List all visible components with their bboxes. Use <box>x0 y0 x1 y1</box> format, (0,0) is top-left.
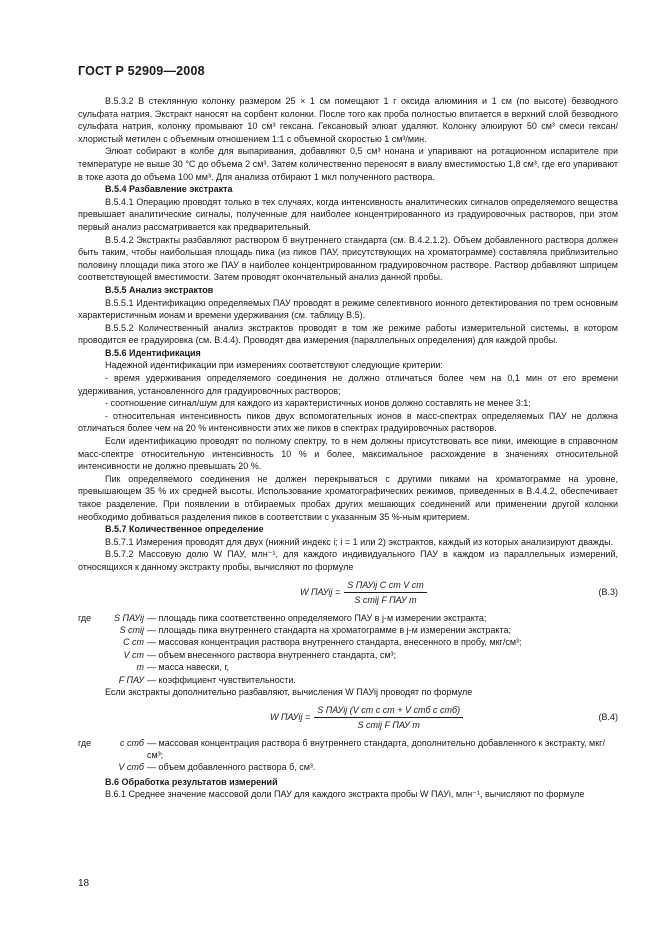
heading-b56: В.5.6 Идентификация <box>105 347 201 358</box>
paragraph-b551: В.5.5.1 Идентификацию определяемых ПАУ проводят в режиме селективного ионного детектирования по трем основным характеристичным ионам и времени удерживания (см. таблицу В.5). <box>78 297 618 321</box>
formula-b4-lhs: W ПАУij = <box>270 712 311 723</box>
formula-b4-fraction <box>314 704 463 732</box>
paragraph-eluate: Элюат собирают в колбе для выпаривания, добавляют 0,5 см³ нонана и упаривают на ротационном испарителе при температуре не выше 30 °C до объема 2 см³. Затем количественно переносят в виалу вместимостью 1,8 см³, где его упаривают в токе азота до объема 100 мм³. Для анализа отбирают 1 мкл полученного раствора. <box>78 146 618 182</box>
paragraph-b552: В.5.5.2 Количественный анализ экстрактов проводят в том же режиме работы измерительной системы, в котором проводится ее градуировка (см. В.4.4). Проводят два измерения (параллельных определения) для каждой пробы. <box>78 322 618 346</box>
formula-b3-fraction <box>344 579 426 607</box>
paragraph-criteria: Надежной идентификации при измерениях соответствуют следующие критерии: <box>105 360 443 371</box>
where-row: C ст — массовая концентрация раствора внутреннего стандарта, внесенного в пробу, мкг/см³; <box>123 637 522 648</box>
where-list-b3 <box>78 612 618 686</box>
where-row: m — масса навески, г, <box>136 662 230 673</box>
formula-b3-denominator: S стij F ПАУ m <box>354 595 417 606</box>
where-list-b4 <box>78 737 618 774</box>
heading-b6: В.6 Обработка результатов измерений <box>105 776 278 787</box>
formula-b3-numerator: S ПАУij C ст V ст <box>344 579 426 594</box>
paragraph-full-spectrum: Если идентификацию проводят по полному спектру, то в нем должны присутствовать все пики, имеющие в справочном масс-спектре относительную интенсивность 10 % и более, максимальное расхождение в значениях относительной интенсивности не должно превышать 20 %. <box>78 436 618 472</box>
formula-b4-numerator: S ПАУij (V ст c ст + V стб c стб) <box>314 704 463 719</box>
where-row: где S ПАУij — площадь пика соответственно определяемого ПАУ в j-м измерении экстракта; <box>78 612 487 623</box>
paragraph-b542: В.5.4.2 Экстракты разбавляют раствором б внутреннего стандарта (см. В.4.2.1.2). Объем добавленного раствора должен быть таким, чтобы наибольшая площадь пика (из пиков ПАУ, присутствующих на хроматограмме) составляла приблизительно половину площади пика этого же ПАУ в наиболее концентрированном градуировочном растворе. Раствор добавляют шприцем соответствующей вместимости. Затем проводят окончательный анализ данной пробы. <box>78 234 618 283</box>
paragraph-b61: В.6.1 Среднее значение массовой доли ПАУ для каждого экстракта пробы W ПАУi, млн⁻¹, вычисляют по формуле <box>105 789 585 800</box>
paragraph-b541: В.5.4.1 Операцию проводят только в тех случаях, когда интенсивность аналитических сигналов определяемого вещества превышает аналитические сигналы, полученные для наиболее концентрированного из градуировочных растворов, при этом первый анализ рассматривается как предварительный. <box>78 196 618 232</box>
list-item-criterion-2: - соотношение сигнал/шум для каждого из характеристичных ионов должно составлять не менее 3:1; <box>105 398 531 409</box>
paragraph-b572: В.5.7.2 Массовую долю W ПАУ, млн⁻¹, для каждого индивидуального ПАУ в каждом из параллельных измерений, относящихся к данному экстракту пробы, вычисляют по формуле <box>78 549 618 572</box>
formula-b3-lhs: W ПАУij = <box>300 587 341 598</box>
heading-b55: В.5.5 Анализ экстрактов <box>105 284 214 295</box>
where-row: F ПАУ — коэффициент чувствительности. <box>118 674 296 685</box>
document-header: ГОСТ Р 52909—2008 <box>78 64 205 78</box>
formula-b4-number: (B.4) <box>598 711 618 722</box>
paragraph-peak-overlap: Пик определяемого соединения не должен перекрываться с другими пиками на хроматограмме на уровне, превышающем 35 % их средней высоты. Использование хроматографических режимов, приведенных в В.4.4.2, обеспечивает такое разделение. При появлении в отбираемых пробах других мешающих соединений или применении другой колонки необходимо добиваться разделения пиков в соответствии с указанным 35 %-ным критерием. <box>78 473 618 522</box>
list-item-criterion-3: - относительная интенсивность пиков двух вспомогательных ионов в масс-спектрах определяемых ПАУ не должна отличаться более чем на 20 % интенсивности этих же пиков в спектрах градуировочных растворов. <box>78 410 618 434</box>
formula-b4 <box>78 701 618 735</box>
where-row: где c стб — массовая концентрация раствора б внутреннего стандарта, дополнительно добавленного к экстракту, мкг/см³; <box>78 737 605 760</box>
formula-b3 <box>78 576 618 610</box>
page-number: 18 <box>78 878 90 889</box>
list-item-criterion-1: - время удерживания определяемого соединения не должно отличаться более чем на 0,1 мин от его времени удерживания, установленного для градуировочных растворов; <box>78 373 618 396</box>
heading-b54: В.5.4 Разбавление экстракта <box>105 184 233 195</box>
paragraph-b571: В.5.7.1 Измерения проводят для двух (нижний индекс i; i = 1 или 2) экстрактов, каждый из которых анализируют дважды. <box>105 536 614 547</box>
paragraph-b532: В.5.3.2 В стеклянную колонку размером 25 × 1 см помещают 1 г оксида алюминия и 1 см (по высоте) безводного сульфата натрия. Экстракт наносят на сорбент колонки. После того как проба полностью впитается в верхний слой безводного сульфата натрия, колонку промывают 10 см³ гексана. Гексановый элюат удаляют. Колонку элюируют 50 см³ смеси гексан/хлористый метилен с объемным отношением 1:1 с объемной скоростью 1 см³/мин. <box>78 96 618 144</box>
where-row: S стij — площадь пика внутреннего стандарта на хроматограмме в j-м измерении экстракта; <box>119 624 511 635</box>
where-row: V ст — объем внесенного раствора внутреннего стандарта, см³; <box>123 649 397 660</box>
heading-b57: В.5.7 Количественное определение <box>105 524 264 535</box>
document-body <box>78 95 618 801</box>
where-row: V стб — объем добавленного раствора б, см³. <box>118 762 316 773</box>
paragraph-dilute: Если экстракты дополнительно разбавляют, вычисления W ПАУij проводят по формуле <box>105 687 473 697</box>
formula-b4-denominator: S стij F ПАУ m <box>357 720 420 731</box>
formula-b3-number: (B.3) <box>598 586 618 597</box>
